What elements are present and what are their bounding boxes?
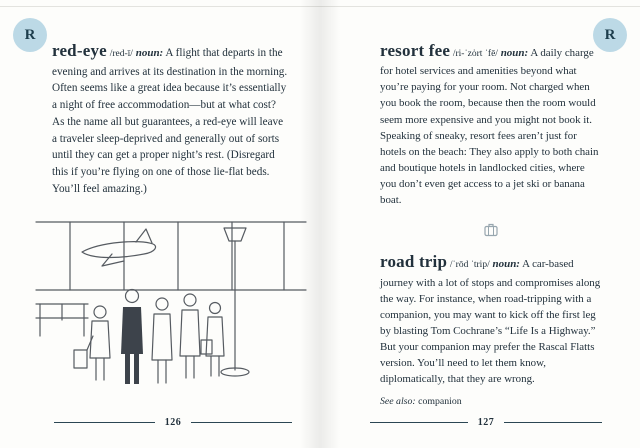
definition-text: A flight that departs in the evening and arrives at its destination in the morning. Often seems like a great idea because it’s essentially a night of free accommodation—but at what cost? As the name all but guarantees, a red-eye will leave a traveler sleep-deprived and generally out of sorts until they can get a proper night’s rest. (Disregard this if you’re flying on one of those lie-flat beds. You’ll feel amazing.) [52, 47, 288, 196]
entry-red-eye [52, 38, 290, 198]
pronunciation: /red-ī/ [109, 49, 133, 59]
see-also-line [380, 396, 602, 407]
airport-illustration [32, 208, 310, 396]
right-page-content [380, 38, 602, 416]
page-number: 126 [164, 417, 182, 428]
see-also-label: See also: [380, 395, 416, 407]
letter-badge-left [13, 18, 47, 52]
window-frame [36, 222, 306, 290]
footer-rule [54, 422, 155, 423]
entry-divider [380, 220, 602, 238]
headword: red-eye [52, 41, 107, 60]
airport-seats [36, 304, 88, 336]
letter-badge-label: R [604, 26, 616, 43]
headword: road trip [380, 252, 448, 272]
pronunciation: /ˈrōd ˈtrip/ [449, 260, 490, 271]
travelers-group [74, 290, 224, 385]
footer-rule [191, 422, 292, 423]
right-page-footer [370, 417, 602, 428]
left-page-content [52, 38, 290, 198]
entry-road-trip [380, 249, 602, 387]
footer-rule [370, 422, 468, 423]
letter-badge-label: R [24, 26, 36, 43]
part-of-speech: noun: [492, 258, 520, 271]
headword: resort fee [380, 41, 451, 60]
suitcase-icon [482, 220, 500, 238]
part-of-speech: noun: [135, 47, 164, 59]
left-page-footer [54, 417, 292, 428]
page-number: 127 [477, 417, 495, 428]
footer-rule [504, 422, 602, 423]
definition-text: A daily charge for hotel services and amenities beyond what you’re paying for your room. Not charged when you book the room, because then the room would seem more expensive and you might not book it. Speaking of sneaky, resort fees aren’t just for hotels on the beach: They also apply to both chain and boutique hotels in landlocked cities, where you don’t even get access to a jet ski or banana boat. [380, 47, 599, 207]
right-page [320, 0, 640, 448]
floor-lamp [221, 228, 249, 376]
pronunciation: /ri-ˈzȯrt ˈfē/ [452, 49, 498, 59]
airplane-icon [82, 229, 156, 266]
definition-text: A car-based journey with a lot of stops and compromises along the way. For instance, when road-tripping with a companion, you may want to kick off the first leg by blasting Tom Cochrane’s “Life Is a Highway.” But your companion may prefer the Rascal Flatts version. You’ll need to let them know, diplomatically, that they are wrong. [380, 258, 601, 386]
entry-resort-fee [380, 38, 602, 208]
part-of-speech: noun: [500, 47, 529, 59]
see-also-value: companion [418, 395, 462, 407]
